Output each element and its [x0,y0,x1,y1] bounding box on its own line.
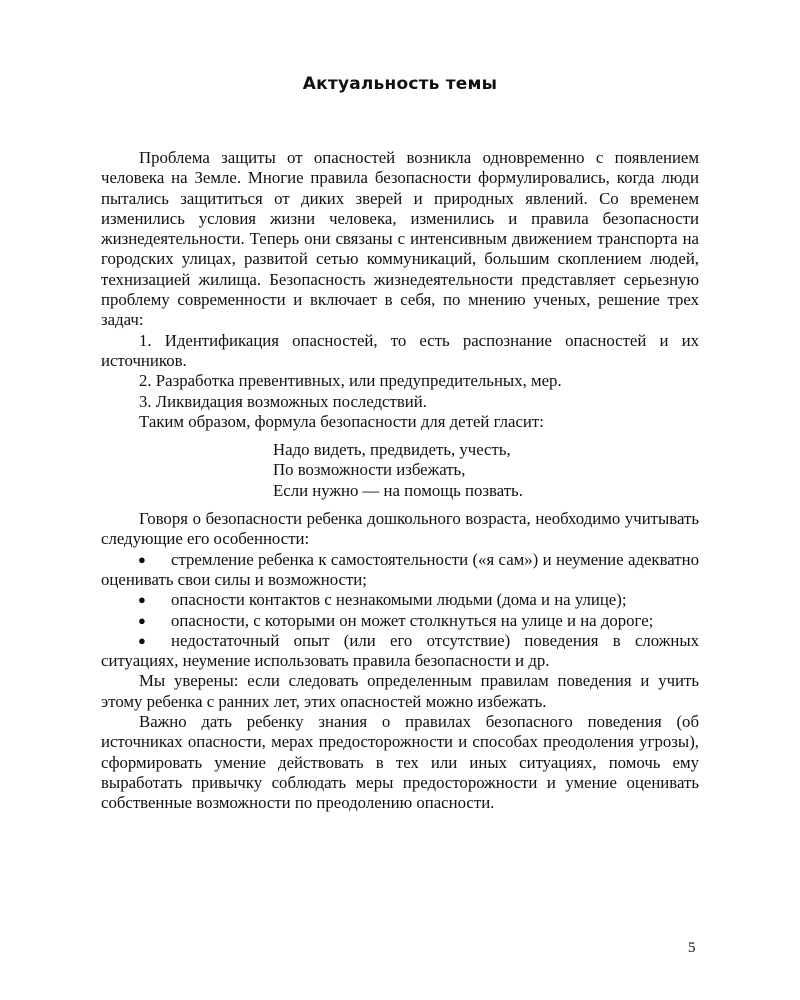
page-title: Актуальность темы [302,74,498,94]
features-paragraph: Говоря о безопасности ребенка дошкольного возраста, необходимо учитывать следующие его особенности: [101,509,699,549]
bullet-item [101,590,699,610]
bullet-text: опасности, с которыми он может столкнуться на улице и на дороге; [171,610,654,630]
intro-paragraph: Проблема защиты от опасностей возникла одновременно с появлением человека на Земле. Многие правила безопасности формулировались, когда люди пытались защититься от диких зверей и природных явлений. Со временем изменились условия жизни человека, изменились и правила безопасности жизнедеятельности. Теперь они связаны с интенсивным движением транспорта на городских улицах, развитой сетью коммуникаций, большим скоплением людей, технизацией жилища. Безопасность жизнедеятельности представляет серьезную проблему современности и включает в себя, по мнению ученых, решение трех задач: [101,148,699,330]
poem-line: По возможности избежать, [273,460,466,480]
formula-intro: Таким образом, формула безопасности для детей гласит: [139,411,544,431]
task-item-1: 1. Идентификация опасностей, то есть распознание опасностей и их источников. [101,330,699,370]
bullet-dot-icon: ● [138,592,146,608]
final-paragraph: Важно дать ребенку знания о правилах безопасного поведения (об источниках опасности, мерах предосторожности и способах преодоления угрозы), сформировать умение действовать в тех или иных ситуациях, помочь ему выработать привычку соблюдать меры предосторожности и умение оценивать собственные возможности по преодолению опасности. [101,712,699,813]
bullet-text: недостаточный опыт (или его отсутствие) поведения в сложных ситуациях, неумение использовать правила безопасности и др. [101,630,699,671]
body-text [101,148,699,814]
bullet-item [101,550,699,591]
page-number: 5 [688,940,696,956]
bullet-dot-icon: ● [138,551,146,567]
bullet-text: стремление ребенка к самостоятельности («я сам») и неумение адекватно оценивать свои силы и возможности; [101,549,699,589]
bullet-dot-icon: ● [138,632,146,648]
poem-block [273,440,699,501]
poem-line: Если нужно — на помощь позвать. [273,480,523,500]
bullet-text: опасности контактов с незнакомыми людьми (дома и на улице); [171,590,627,610]
poem-line: Надо видеть, предвидеть, учесть, [273,440,511,460]
conclusion-paragraph: Мы уверены: если следовать определенным правилам поведения и учить этому ребенка с ранних лет, этих опасностей можно избежать. [101,671,699,711]
bullet-item [101,611,699,631]
task-item-2: 2. Разработка превентивных, или предупредительных, мер. [139,371,562,391]
task-item-3: 3. Ликвидация возможных последствий. [139,391,427,411]
bullet-dot-icon: ● [138,612,146,628]
bullet-item [101,631,699,672]
